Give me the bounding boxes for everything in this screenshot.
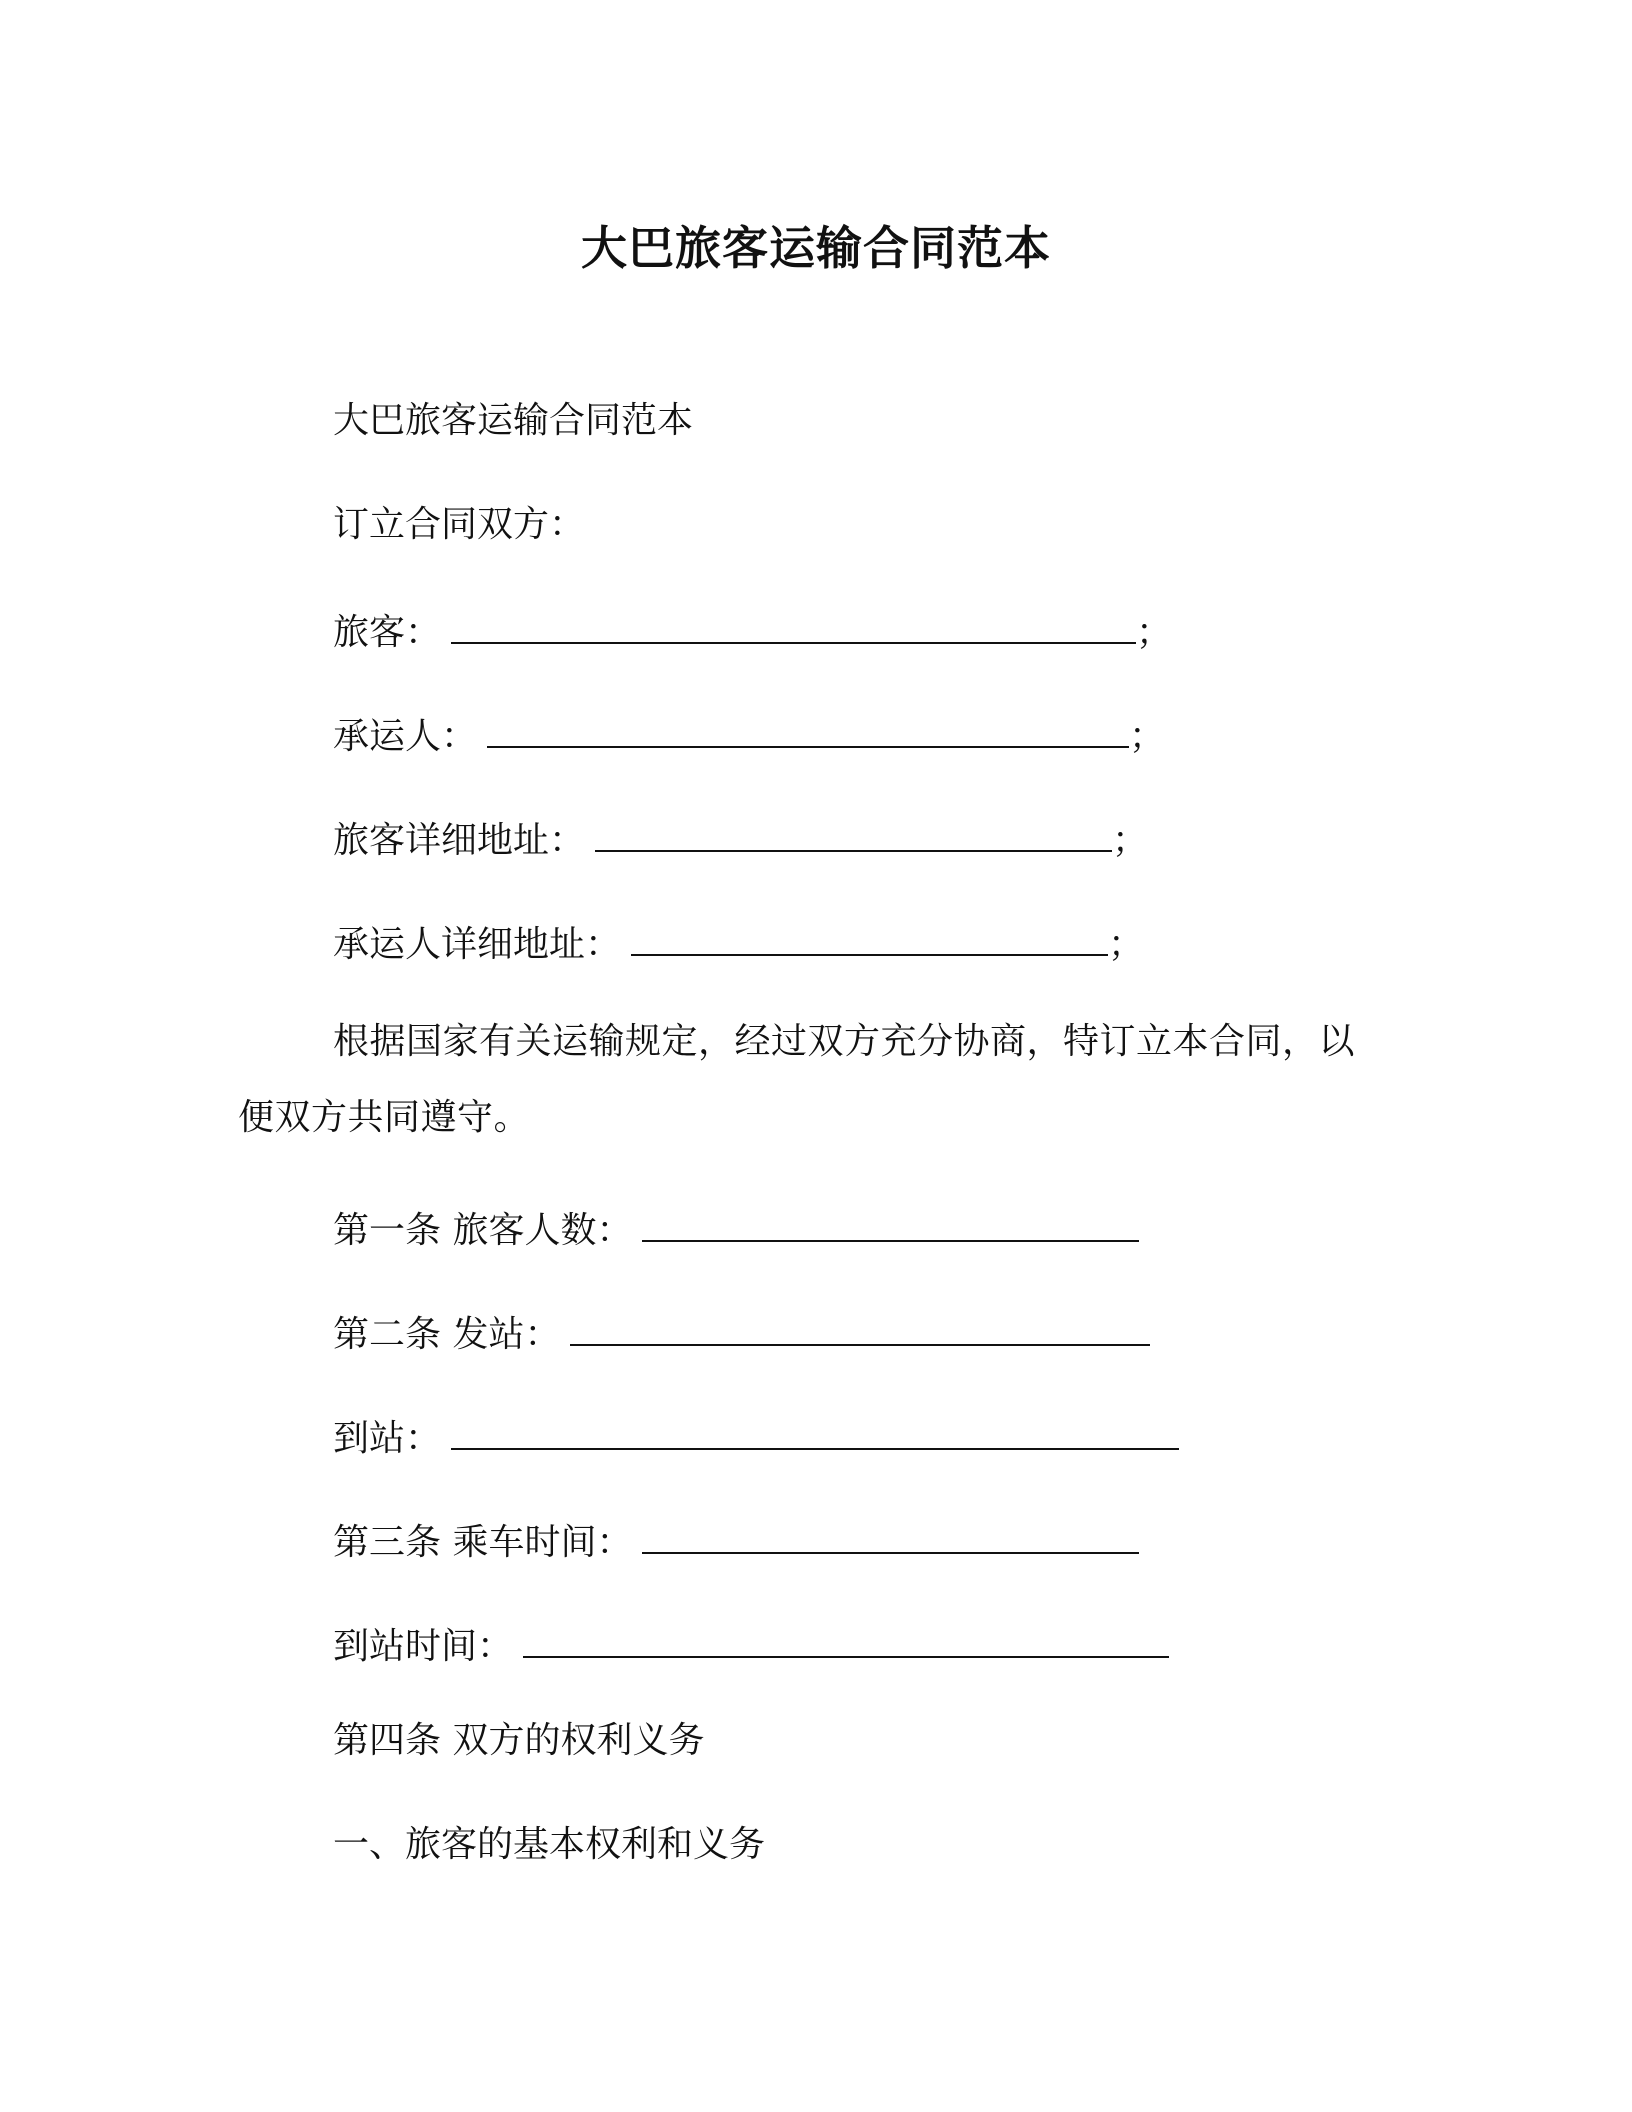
passenger-blank[interactable]: [451, 604, 1136, 644]
passenger-label: 旅客：: [333, 612, 442, 653]
article-1-line: [333, 1202, 1139, 1256]
article-3-line: [333, 1514, 1139, 1568]
line-end-mark: ；: [1136, 612, 1173, 653]
preamble-paragraph: 根据国家有关运输规定，经过双方充分协商，特订立本合同，以便双方共同遵守。: [238, 1021, 1356, 1138]
arrival-station-label: 到站：: [333, 1418, 442, 1459]
arrival-time-label: 到站时间：: [333, 1626, 514, 1667]
carrier-blank[interactable]: [487, 708, 1129, 748]
carrier-address-blank[interactable]: [631, 916, 1108, 956]
article-2-line: [333, 1306, 1150, 1360]
passenger-count-blank[interactable]: [642, 1202, 1139, 1242]
article-4-heading: 第四条 双方的权利义务: [333, 1720, 705, 1761]
article-3-label: 第三条 乘车时间：: [333, 1522, 633, 1563]
parties-heading: 订立合同双方：: [333, 504, 586, 545]
subtitle: 大巴旅客运输合同范本: [333, 400, 694, 441]
boarding-time-blank[interactable]: [642, 1514, 1139, 1554]
arrival-time-line: [333, 1618, 1169, 1672]
article-2-label: 第二条 发站：: [333, 1314, 561, 1355]
document-title: 大巴旅客运输合同范本: [581, 221, 1051, 275]
passenger-address-label: 旅客详细地址：: [333, 820, 586, 861]
article-1-label: 第一条 旅客人数：: [333, 1210, 633, 1251]
arrival-station-blank[interactable]: [451, 1410, 1179, 1450]
passenger-line: [333, 604, 1172, 658]
carrier-line: [333, 708, 1165, 762]
departure-station-blank[interactable]: [570, 1306, 1150, 1346]
passenger-address-blank[interactable]: [595, 812, 1112, 852]
carrier-address-label: 承运人详细地址：: [333, 924, 622, 965]
line-end-mark: ；: [1112, 820, 1149, 861]
arrival-time-blank[interactable]: [523, 1618, 1169, 1658]
line-end-mark: ；: [1129, 716, 1166, 757]
carrier-label: 承运人：: [333, 716, 478, 757]
arrival-station-line: [333, 1410, 1179, 1464]
section-1-heading: 一、旅客的基本权利和义务: [333, 1824, 766, 1865]
carrier-address-line: [333, 916, 1144, 970]
line-end-mark: ；: [1108, 924, 1145, 965]
passenger-address-line: [333, 812, 1148, 866]
